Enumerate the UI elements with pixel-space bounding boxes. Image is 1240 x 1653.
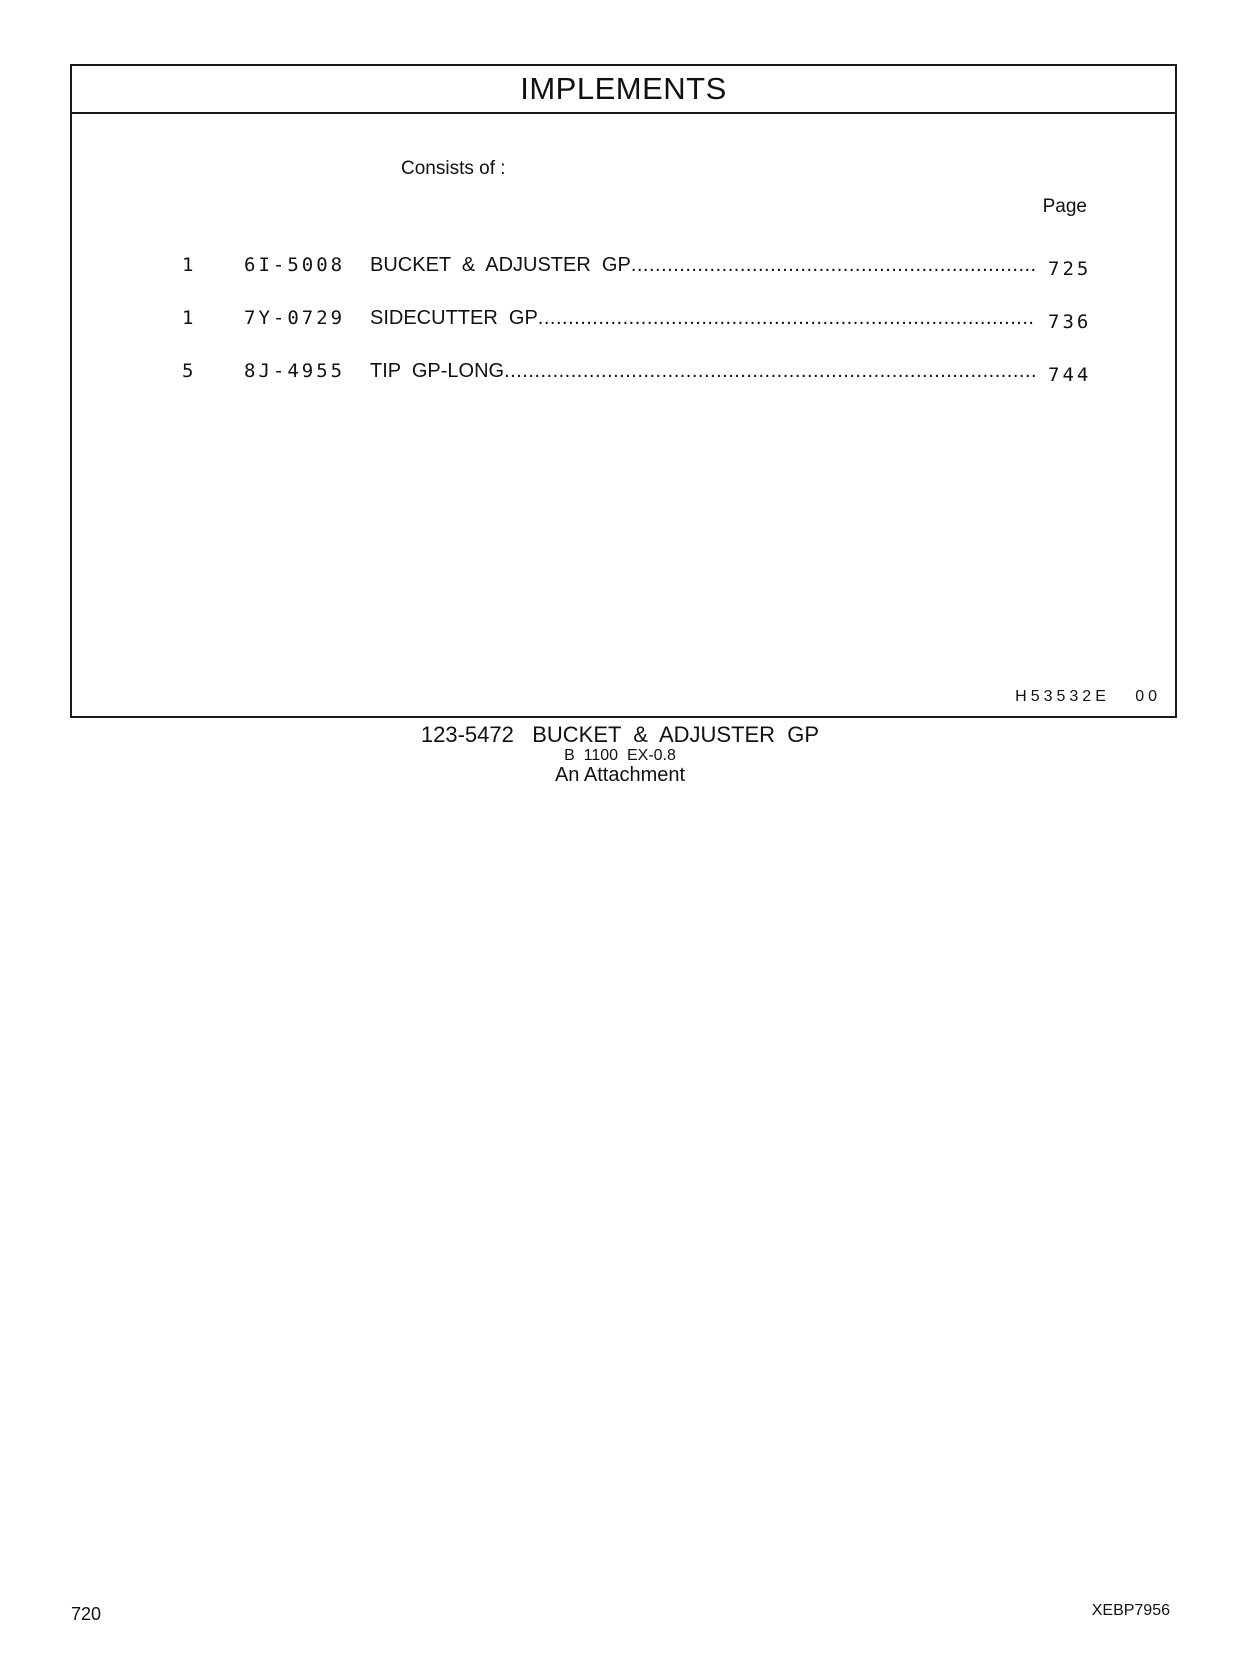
group-caption xyxy=(0,722,1240,786)
part-number: 7Y-0729 xyxy=(244,307,346,329)
part-row xyxy=(72,307,1175,360)
part-page-link[interactable]: 744 xyxy=(1048,364,1092,386)
part-description-text: TIP GP-LONG xyxy=(370,360,505,382)
part-description-text: BUCKET & ADJUSTER GP xyxy=(370,254,631,276)
frame-header xyxy=(72,66,1175,114)
dot-leader xyxy=(538,307,1036,330)
frame-title: IMPLEMENTS xyxy=(520,71,727,106)
part-page-link[interactable]: 736 xyxy=(1048,311,1092,333)
dot-leader xyxy=(631,254,1036,277)
part-page-link[interactable]: 725 xyxy=(1048,258,1092,280)
part-number: 8J-4955 xyxy=(244,360,346,382)
part-description xyxy=(370,360,1036,383)
dot-leader xyxy=(504,360,1036,383)
page-number: 720 xyxy=(71,1604,102,1624)
part-description-text: SIDECUTTER GP xyxy=(370,307,538,329)
consists-of-label: Consists of : xyxy=(401,158,506,179)
document-id: XEBP7956 xyxy=(1091,1602,1170,1619)
part-quantity: 5 xyxy=(182,360,194,382)
part-row xyxy=(72,254,1175,307)
implements-frame xyxy=(70,64,1177,718)
part-description xyxy=(370,307,1036,330)
group-type: An Attachment xyxy=(554,764,686,786)
parts-list xyxy=(72,254,1175,413)
part-description xyxy=(370,254,1036,277)
part-row xyxy=(72,360,1175,413)
part-quantity: 1 xyxy=(182,254,194,276)
model-designation: B 1100 EX-0.8 xyxy=(564,747,676,764)
group-title: 123-5472 BUCKET & ADJUSTER GP xyxy=(420,722,820,747)
part-number: 6I-5008 xyxy=(244,254,346,276)
page-column-label: Page xyxy=(1042,196,1087,217)
part-quantity: 1 xyxy=(182,307,194,329)
illustration-code: H53532E 00 xyxy=(1015,688,1161,705)
